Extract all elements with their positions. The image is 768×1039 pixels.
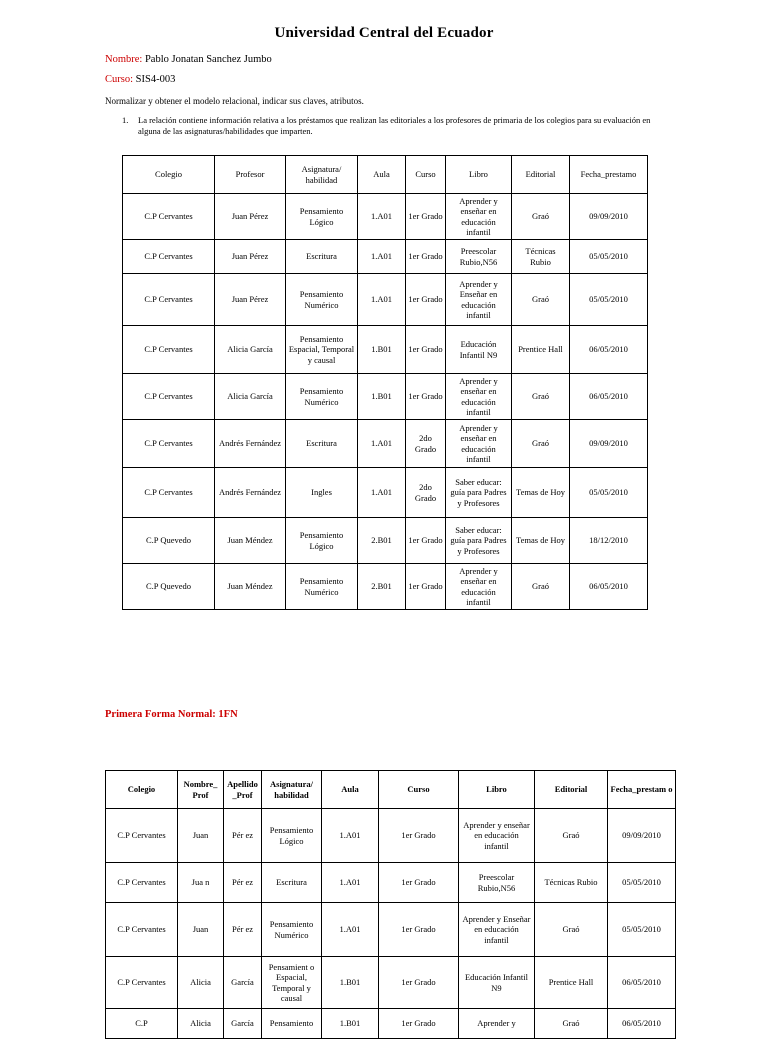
table-cell: 1er Grado bbox=[379, 863, 459, 903]
table-cell: Aprender y bbox=[459, 1009, 535, 1039]
table-cell: C.P Cervantes bbox=[123, 326, 215, 374]
table-cell: 05/05/2010 bbox=[570, 240, 648, 274]
table-cell: 06/05/2010 bbox=[608, 1009, 676, 1039]
column-header: Curso bbox=[406, 156, 446, 194]
table-cell: Graó bbox=[512, 194, 570, 240]
table-cell: Pér ez bbox=[224, 903, 262, 957]
column-header: Curso bbox=[379, 771, 459, 809]
table-cell: Graó bbox=[512, 274, 570, 326]
table-cell: Pensamiento Lógico bbox=[262, 809, 322, 863]
table-cell: Ingles bbox=[286, 468, 358, 518]
table-cell: 2do Grado bbox=[406, 420, 446, 468]
table-row bbox=[123, 240, 648, 274]
table-cell: Temas de Hoy bbox=[512, 468, 570, 518]
table-cell: 05/05/2010 bbox=[570, 274, 648, 326]
course-value: SIS4-003 bbox=[135, 74, 176, 85]
column-header: Colegio bbox=[106, 771, 178, 809]
first-normal-form-table bbox=[105, 770, 676, 1039]
table-cell: C.P Cervantes bbox=[106, 809, 178, 863]
table-cell: 05/05/2010 bbox=[570, 468, 648, 518]
table-cell: C.P Cervantes bbox=[123, 374, 215, 420]
table-cell: 18/12/2010 bbox=[570, 518, 648, 564]
table-cell: C.P Cervantes bbox=[123, 194, 215, 240]
table-cell: 1.A01 bbox=[358, 274, 406, 326]
column-header: Apellido _Prof bbox=[224, 771, 262, 809]
table-row bbox=[123, 564, 648, 610]
table-cell: 1er Grado bbox=[406, 274, 446, 326]
table-cell: C.P Cervantes bbox=[123, 420, 215, 468]
table-cell: Alicia García bbox=[215, 326, 286, 374]
student-name-line bbox=[105, 54, 272, 65]
table-cell: Saber educar: guía para Padres y Profesores bbox=[446, 518, 512, 564]
table-cell: Saber educar: guía para Padres y Profesores bbox=[446, 468, 512, 518]
table-cell: Pensamiento Numérico bbox=[262, 903, 322, 957]
column-header: Libro bbox=[459, 771, 535, 809]
table-cell: 1er Grado bbox=[406, 374, 446, 420]
table-cell: 2.B01 bbox=[358, 518, 406, 564]
table-cell: Andrés Fernández bbox=[215, 420, 286, 468]
table-cell: Aprender y enseñar en educación infantil bbox=[446, 194, 512, 240]
table-cell: 1er Grado bbox=[379, 957, 459, 1009]
table-cell: Andrés Fernández bbox=[215, 468, 286, 518]
table-cell: 1.A01 bbox=[322, 863, 379, 903]
table-cell: 1.A01 bbox=[358, 194, 406, 240]
column-header: Asignatura/ habilidad bbox=[262, 771, 322, 809]
column-header: Aula bbox=[322, 771, 379, 809]
table-cell: Preescolar Rubio,N56 bbox=[459, 863, 535, 903]
table-cell: Pensamiento Numérico bbox=[286, 274, 358, 326]
table-row bbox=[123, 518, 648, 564]
column-header: Asignatura/ habilidad bbox=[286, 156, 358, 194]
table-cell: Graó bbox=[535, 903, 608, 957]
table-cell: 1.B01 bbox=[322, 957, 379, 1009]
column-header: Libro bbox=[446, 156, 512, 194]
table-cell: C.P Cervantes bbox=[123, 240, 215, 274]
table-cell: Educación Infantil N9 bbox=[459, 957, 535, 1009]
table-cell: 1er Grado bbox=[406, 194, 446, 240]
table-cell: García bbox=[224, 957, 262, 1009]
list-item-text: La relación contiene información relativa a los préstamos que realizan las editoriales a los profesores de primaria de los colegios para su evaluación en alguna de las asignaturas/habilidades que imparten. bbox=[138, 115, 651, 136]
table-cell: Alicia bbox=[178, 1009, 224, 1039]
course-label: Curso: bbox=[105, 74, 134, 85]
table-cell: 06/05/2010 bbox=[570, 564, 648, 610]
table-cell: 1er Grado bbox=[406, 326, 446, 374]
table-cell: Aprender y enseñar en educación infantil bbox=[446, 564, 512, 610]
table-cell: 1.B01 bbox=[322, 1009, 379, 1039]
table-cell: García bbox=[224, 1009, 262, 1039]
table-cell: 1.B01 bbox=[358, 374, 406, 420]
table-cell: 1er Grado bbox=[406, 564, 446, 610]
document-title: Universidad Central del Ecuador bbox=[274, 25, 494, 41]
table-cell: 1.B01 bbox=[358, 326, 406, 374]
table-cell: 1.A01 bbox=[322, 903, 379, 957]
table-cell: C.P bbox=[106, 1009, 178, 1039]
table-cell: 1.A01 bbox=[358, 240, 406, 274]
table-cell: 1er Grado bbox=[379, 903, 459, 957]
table-cell: Graó bbox=[512, 420, 570, 468]
instructions: Normalizar y obtener el modelo relacional, indicar sus claves, atributos. bbox=[105, 96, 364, 106]
table-cell: Graó bbox=[535, 809, 608, 863]
table-cell: Pensamiento Lógico bbox=[286, 518, 358, 564]
table-cell: Prentice Hall bbox=[512, 326, 570, 374]
table-cell: Técnicas Rubio bbox=[512, 240, 570, 274]
table-cell: 1er Grado bbox=[406, 518, 446, 564]
column-header: Editorial bbox=[535, 771, 608, 809]
column-header: Aula bbox=[358, 156, 406, 194]
section-title: Primera Forma Normal: 1FN bbox=[105, 709, 238, 720]
table-cell: 1.A01 bbox=[358, 420, 406, 468]
table-cell: Pensamiento Espacial, Temporal y causal bbox=[286, 326, 358, 374]
table-cell: Alicia García bbox=[215, 374, 286, 420]
table-cell: Pensamiento bbox=[262, 1009, 322, 1039]
table-cell: 09/09/2010 bbox=[608, 809, 676, 863]
table-cell: Pensamiento Numérico bbox=[286, 374, 358, 420]
table-row bbox=[123, 274, 648, 326]
table-row bbox=[106, 809, 676, 863]
table-cell: Aprender y Enseñar en educación infantil bbox=[446, 274, 512, 326]
name-label: Nombre: bbox=[105, 54, 143, 65]
table-cell: C.P Cervantes bbox=[123, 468, 215, 518]
table-cell: 2.B01 bbox=[358, 564, 406, 610]
table-cell: 06/05/2010 bbox=[570, 374, 648, 420]
table-cell: Juan Méndez bbox=[215, 564, 286, 610]
table-cell: Juan bbox=[178, 903, 224, 957]
table-cell: 06/05/2010 bbox=[570, 326, 648, 374]
column-header: Colegio bbox=[123, 156, 215, 194]
table-cell: Pensamient o Espacial, Temporal y causal bbox=[262, 957, 322, 1009]
table-cell: Educación Infantil N9 bbox=[446, 326, 512, 374]
table-cell: Aprender y enseñar en educación infantil bbox=[459, 809, 535, 863]
column-header: Editorial bbox=[512, 156, 570, 194]
table-cell: 09/09/2010 bbox=[570, 194, 648, 240]
table-cell: Pensamiento Numérico bbox=[286, 564, 358, 610]
table-cell: Escritura bbox=[286, 420, 358, 468]
table-cell: 05/05/2010 bbox=[608, 863, 676, 903]
table-cell: 1.A01 bbox=[358, 468, 406, 518]
column-header: Fecha_prestamo bbox=[570, 156, 648, 194]
table-row bbox=[123, 194, 648, 240]
table-header-row bbox=[106, 771, 676, 809]
table-cell: Prentice Hall bbox=[535, 957, 608, 1009]
table-cell: C.P Cervantes bbox=[106, 903, 178, 957]
table-cell: 1.A01 bbox=[322, 809, 379, 863]
table-cell: Graó bbox=[512, 564, 570, 610]
table-cell: Juan Pérez bbox=[215, 240, 286, 274]
table-cell: C.P Cervantes bbox=[123, 274, 215, 326]
table-cell: Pér ez bbox=[224, 809, 262, 863]
table-cell: C.P Cervantes bbox=[106, 957, 178, 1009]
table-cell: Graó bbox=[535, 1009, 608, 1039]
original-relation-table bbox=[122, 155, 648, 610]
table-row bbox=[106, 903, 676, 957]
table-cell: Pensamiento Lógico bbox=[286, 194, 358, 240]
table-cell: Graó bbox=[512, 374, 570, 420]
table-header-row bbox=[123, 156, 648, 194]
table-cell: Aprender y Enseñar en educación infantil bbox=[459, 903, 535, 957]
table-cell: Preescolar Rubio,N56 bbox=[446, 240, 512, 274]
course-line bbox=[105, 74, 175, 85]
table-cell: Juan Méndez bbox=[215, 518, 286, 564]
table-row bbox=[106, 863, 676, 903]
column-header: Fecha_prestam o bbox=[608, 771, 676, 809]
table-cell: Jua n bbox=[178, 863, 224, 903]
column-header: Profesor bbox=[215, 156, 286, 194]
table-cell: Juan Pérez bbox=[215, 194, 286, 240]
table-cell: Técnicas Rubio bbox=[535, 863, 608, 903]
table-cell: Pér ez bbox=[224, 863, 262, 903]
table-cell: 09/09/2010 bbox=[570, 420, 648, 468]
table-cell: C.P Cervantes bbox=[106, 863, 178, 903]
table-row bbox=[123, 374, 648, 420]
table-cell: Escritura bbox=[286, 240, 358, 274]
table-cell: C.P Quevedo bbox=[123, 564, 215, 610]
name-value: Pablo Jonatan Sanchez Jumbo bbox=[144, 54, 272, 65]
table-body bbox=[123, 194, 648, 610]
table-row bbox=[123, 468, 648, 518]
table-row bbox=[106, 957, 676, 1009]
table-cell: 06/05/2010 bbox=[608, 957, 676, 1009]
table-cell: 1er Grado bbox=[379, 809, 459, 863]
table-cell: Aprender y enseñar en educación infantil bbox=[446, 420, 512, 468]
table-cell: 2do Grado bbox=[406, 468, 446, 518]
list-item-number: 1. bbox=[122, 115, 129, 125]
table-cell: 05/05/2010 bbox=[608, 903, 676, 957]
table-cell: 1er Grado bbox=[406, 240, 446, 274]
table-cell: Escritura bbox=[262, 863, 322, 903]
table-cell: C.P Quevedo bbox=[123, 518, 215, 564]
table-cell: Aprender y enseñar en educación infantil bbox=[446, 374, 512, 420]
table-row bbox=[123, 326, 648, 374]
table-cell: Juan Pérez bbox=[215, 274, 286, 326]
table-row bbox=[123, 420, 648, 468]
table-cell: 1er Grado bbox=[379, 1009, 459, 1039]
table-cell: Alicia bbox=[178, 957, 224, 1009]
table-cell: Juan bbox=[178, 809, 224, 863]
table-body bbox=[106, 809, 676, 1039]
column-header: Nombre_ Prof bbox=[178, 771, 224, 809]
table-cell: Temas de Hoy bbox=[512, 518, 570, 564]
